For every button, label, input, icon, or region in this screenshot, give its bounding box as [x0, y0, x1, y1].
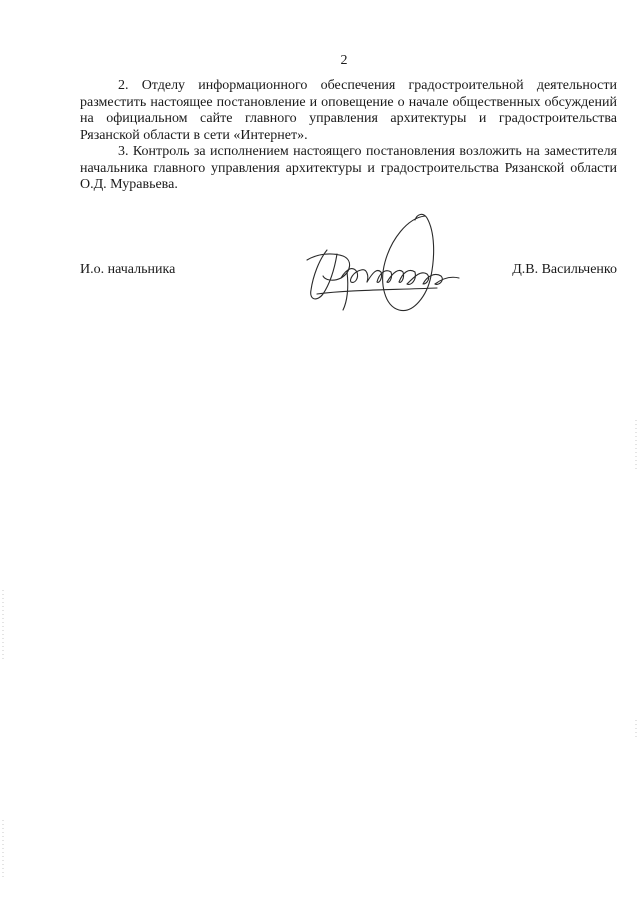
document-body — [80, 78, 617, 194]
paragraph-3: 3. Контроль за исполнением настоящего постановления возложить на заместителя начальника главного управления архитектуры и градостроительства Рязанской области О.Д. Муравьева. — [80, 144, 617, 192]
signer-title: И.о. начальника — [80, 262, 176, 277]
paragraph-2: 2. Отделу информационного обеспечения градостроительной деятельности разместить настоящее постановление и оповещение о начале общественных обсуждений на официальном сайте главного управления архитектуры и градостроительства Рязанской области в сети «Интернет». — [80, 78, 617, 143]
handwritten-signature-icon — [287, 210, 469, 318]
signer-name: Д.В. Васильченко — [512, 262, 617, 277]
page-number: 2 — [340, 53, 348, 68]
signature-block — [80, 210, 617, 320]
